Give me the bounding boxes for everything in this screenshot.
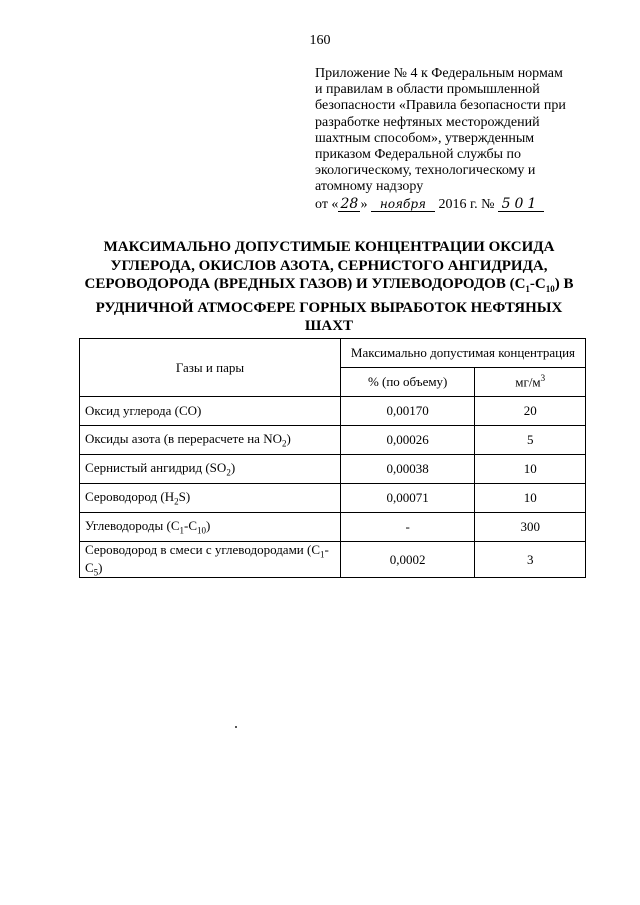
mg-value: 10 xyxy=(475,484,586,513)
mg-value: 20 xyxy=(475,397,586,426)
table-header-row xyxy=(80,339,586,368)
document-title xyxy=(75,238,583,336)
mg-value: 10 xyxy=(475,455,586,484)
table-row xyxy=(80,397,586,426)
table-row xyxy=(80,455,586,484)
volume-value: 0,00026 xyxy=(340,426,475,455)
header-gases: Газы и пары xyxy=(80,339,341,397)
volume-value: - xyxy=(340,513,475,542)
handwritten-day: 28 xyxy=(338,197,360,212)
appendix-line: приказом Федеральной службы по xyxy=(315,147,521,163)
table-row xyxy=(80,426,586,455)
table-row xyxy=(80,513,586,542)
appendix-line: разработке нефтяных месторождений xyxy=(315,114,540,130)
gas-name: Углеводороды $(C_1-C_{10})$ xyxy=(80,513,341,542)
appendix-note xyxy=(315,66,605,213)
appendix-line: шахтным способом», утвержденным xyxy=(315,130,535,146)
gas-name: Сероводород в смеси с углеводородами $(C_1-C_5)$ xyxy=(80,542,341,578)
handwritten-order-number: 501 xyxy=(498,197,544,212)
appendix-line: Приложение № 4 к Федеральным нормам xyxy=(315,66,563,81)
gas-name: Оксиды азота (в перерасчете на $NO_2$) xyxy=(80,426,341,455)
volume-value: 0,00170 xyxy=(340,397,475,426)
concentration-table xyxy=(79,338,586,578)
mg-value: 3 xyxy=(475,542,586,578)
table-row xyxy=(80,484,586,513)
date-mid: » xyxy=(360,196,368,212)
date-prefix: от « xyxy=(315,196,339,212)
gas-name: Оксид углерода (CO) xyxy=(80,397,341,426)
mg-value: 5 xyxy=(475,426,586,455)
gas-name: Сернистый ангидрид $(SO_2)$ xyxy=(80,455,341,484)
appendix-line: безопасности «Правила безопасности при xyxy=(315,98,566,114)
handwritten-month: ноября xyxy=(371,197,435,212)
header-max-concentration: Максимально допустимая концентрация xyxy=(340,339,585,368)
title-text: МАКСИМАЛЬНО ДОПУСТИМЫЕ КОНЦЕНТРАЦИИ ОКСИДА УГЛЕРОДА, ОКИСЛОВ АЗОТА, СЕРНИСТОГО АНГИДРИДА, СЕРОВОДОРОДА (ВРЕДНЫХ ГАЗОВ) И УГЛЕВОДОРОДОВ $(C_1-C_{10})$ В РУДНИЧНОЙ АТМОСФЕРЕ ГОРНЫХ ВЫРАБОТОК НЕФТЯНЫХ ШАХТ xyxy=(84,239,574,335)
table-row xyxy=(80,542,586,578)
mg-value: 300 xyxy=(475,513,586,542)
header-mg-per-m3: $мг/м^3$ xyxy=(475,368,586,397)
order-date-line xyxy=(315,197,605,213)
appendix-line: и правилам в области промышленной xyxy=(315,82,540,98)
volume-value: 0,00038 xyxy=(340,455,475,484)
page-number: 160 xyxy=(309,33,331,48)
appendix-line: экологическому, технологическому и xyxy=(315,163,536,179)
header-volume-percent: % (по объему) xyxy=(340,368,475,397)
appendix-line: атомному надзору xyxy=(315,179,424,195)
volume-value: 0,00071 xyxy=(340,484,475,513)
date-year: 2016 г. № xyxy=(438,196,495,212)
volume-value: 0,0002 xyxy=(340,542,475,578)
stray-mark xyxy=(235,726,237,728)
gas-name: Сероводород $(H_2S)$ xyxy=(80,484,341,513)
